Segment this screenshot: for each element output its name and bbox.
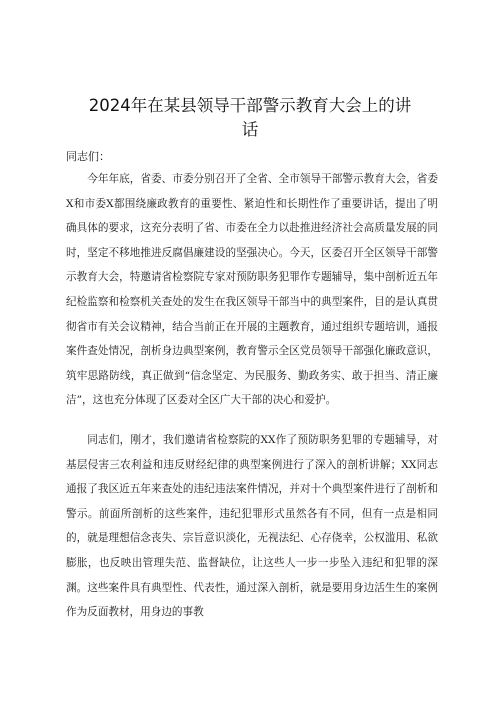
paragraph-1: 今年年底，省委、市委分别召开了全省、全市领导干部警示教育大会，省委X和市委X都围绕廉政教育的重要性、紧迫性和长期性作了重要讲话，提出了明确具体的要求，这充分表明了省、市委在全力以赴推进经济社会高质量发展的同时，坚定不移地推进反腐倡廉建设的坚强决心。今天，区委召开全区领导干部警示教育大会，特邀请省检察院专家对预防职务犯罪作专题辅导，集中剖析近五年纪检监察和检察机关查处的发生在我区领导干部当中的典型案件，目的是认真贯彻省市有关会议精神，结合当前正在开展的主题教育，通过组织专题培训，通报案件查处情况，剖析身边典型案例，教育警示全区党员领导干部强化廉政意识，筑牢思路防线，真正做到“信念坚定、为民服务、勤政务实、敢于担当、清正廉洁”，这也充分体现了区委对全区广大干部的决心和爱护。 — [66, 173, 438, 407]
paragraph-2: 同志们，刚才，我们邀请省检察院的XX作了预防职务犯罪的专题辅导，对基层侵害三农利益和违反财经纪律的典型案例进行了深入的剖析讲解；XX同志通报了我区近五年来查处的违纪违法案件情况，并对十个典型案件进行了剖析和警示。前面所剖析的这些案件，违纪犯罪形式虽然各有不同，但有一点是相同的，就是理想信念丧失、宗旨意识淡化，无视法纪、心存侥幸，公权滥用、私欲膨胀，也反映出管理失范、监督缺位，让这些人一步一步坠入违纪和犯罪的深渊。这些案件具有典型性、代表性，通过深入剖析，就是要用身边活生生的案例作为反面教材，用身边的事教 — [66, 434, 438, 619]
document-title-line-2: 话 — [241, 120, 259, 139]
document-title-line-1: 2024年在某县领导干部警示教育大会上的讲 — [88, 96, 412, 115]
salutation: 同志们： — [66, 150, 110, 163]
